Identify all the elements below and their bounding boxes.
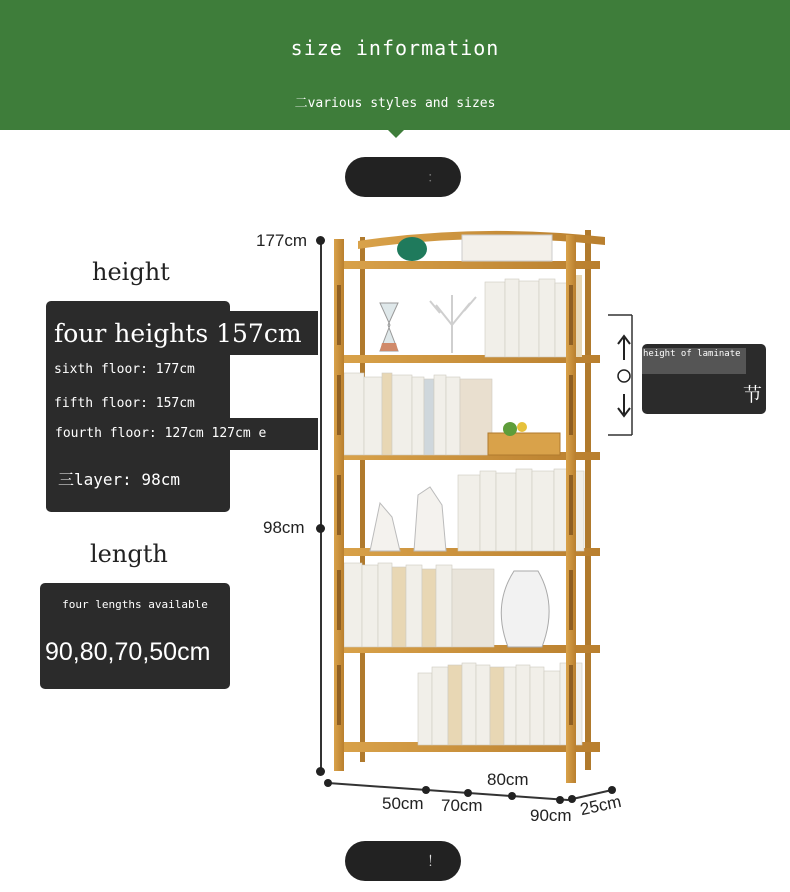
- top-pill-mark: ：: [427, 170, 441, 186]
- length-heading: length: [90, 540, 168, 568]
- height-177-label: 177cm: [256, 231, 308, 250]
- bottom-pill: [345, 841, 461, 881]
- length-values: 90,80,70,50cm: [45, 638, 211, 666]
- height-line-fifth: fifth floor: 157cm: [54, 396, 195, 411]
- bookshelf-illustration: [330, 225, 610, 785]
- banner-subtitle: 二various styles and sizes: [294, 96, 496, 111]
- bottom-pill-mark: ！: [427, 854, 441, 870]
- banner-pointer: [386, 128, 406, 138]
- height-big-label: four heights 157cm: [54, 319, 302, 348]
- height-line-third: 三layer: 98cm: [58, 470, 180, 489]
- top-pill: [345, 157, 461, 197]
- height-dimension-line: [320, 240, 322, 772]
- length-caption: four lengths available: [62, 598, 208, 611]
- height-heading: height: [92, 258, 170, 286]
- dim-dot: [316, 524, 325, 533]
- laminate-box: [642, 344, 766, 414]
- height-big-strip: [46, 311, 318, 355]
- width-50-label: 50cm: [382, 794, 424, 813]
- header-banner: [0, 0, 790, 130]
- height-line-fourth: fourth floor: 127cm 127cm e: [55, 426, 267, 441]
- width-70-label: 70cm: [441, 796, 483, 815]
- length-info-box: [40, 583, 230, 689]
- depth-25-label: 25cm: [578, 791, 623, 820]
- width-90-label: 90cm: [530, 806, 572, 825]
- height-line-sixth: sixth floor: 177cm: [54, 362, 195, 377]
- laminate-label: height of laminate: [642, 348, 746, 374]
- banner-title: size information: [290, 36, 500, 60]
- width-80-label: 80cm: [487, 770, 529, 789]
- height-98-label: 98cm: [263, 518, 305, 537]
- dim-dot: [316, 236, 325, 245]
- height-fourth-strip: [46, 418, 318, 450]
- laminate-glyph: 节: [742, 384, 762, 406]
